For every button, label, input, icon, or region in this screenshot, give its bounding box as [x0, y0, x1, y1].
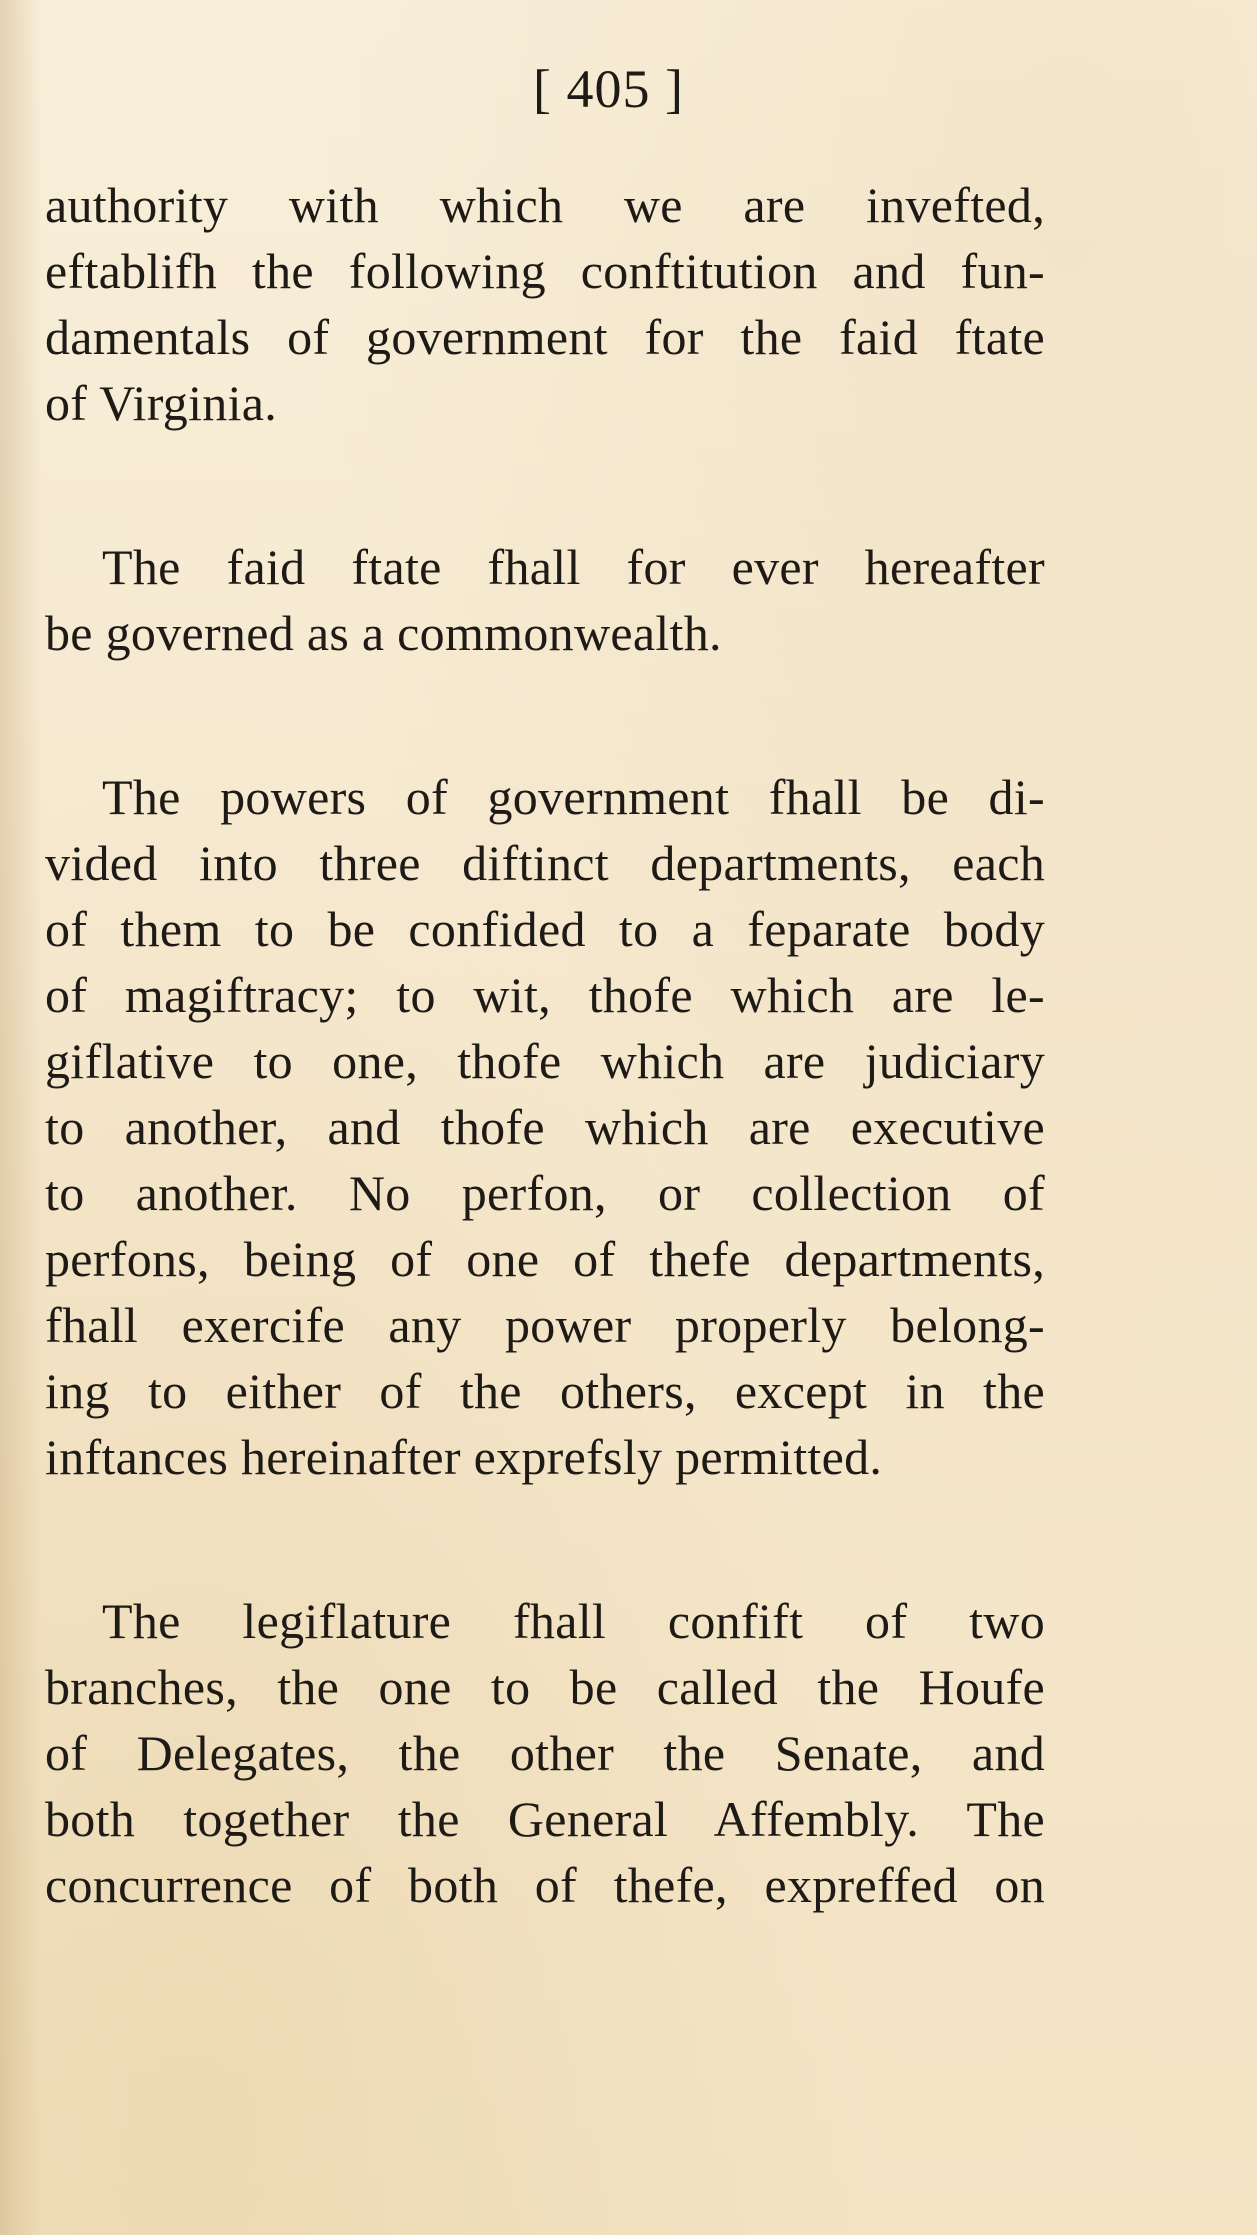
text-line: perfons, being of one of thefe departments, [45, 1231, 1045, 1287]
text-line: to another, and thofe which are executive [45, 1099, 1045, 1155]
text-line: authority with which we are invefted, [45, 177, 1045, 233]
text-line: concurrence of both of thefe, expreffed on [45, 1857, 1045, 1913]
text-line: both together the General Affembly. The [45, 1791, 1045, 1847]
page-gutter-shadow [0, 0, 42, 2235]
paragraph-gap [45, 1490, 1045, 1588]
page-number: [ 405 ] [533, 59, 684, 119]
paragraph-gap [45, 666, 1045, 764]
text-line: inftances hereinafter exprefsly permitted. [45, 1429, 883, 1485]
text-line: eftablifh the following conftitution and fun- [45, 243, 1045, 299]
text-line: of them to be confided to a feparate body [45, 901, 1045, 957]
body-text [45, 172, 1045, 1918]
text-line: of Virginia. [45, 375, 278, 431]
paragraph-4 [45, 1588, 1045, 1918]
text-line: of Delegates, the other the Senate, and [45, 1725, 1045, 1781]
text-line: ing to either of the others, except in the [45, 1363, 1045, 1419]
text-line: giflative to one, thofe which are judiciary [45, 1033, 1045, 1089]
text-line: vided into three diftinct departments, each [45, 835, 1045, 891]
paragraph-2 [45, 534, 1045, 666]
paragraph-3 [45, 764, 1045, 1490]
text-line: The legiflature fhall confift of two [102, 1593, 1045, 1649]
paragraph-1 [45, 172, 1045, 436]
text-line: of magiftracy; to wit, thofe which are le- [45, 967, 1045, 1023]
text-line: fhall exercife any power properly belong- [45, 1297, 1045, 1353]
text-line: damentals of government for the faid ftate [45, 309, 1045, 365]
page-number-header [0, 59, 1257, 119]
text-line: branches, the one to be called the Houfe [45, 1659, 1045, 1715]
text-line: be governed as a commonwealth. [45, 605, 722, 661]
text-line: The faid ftate fhall for ever hereafter [102, 539, 1045, 595]
paragraph-gap [45, 436, 1045, 534]
text-line: to another. No perfon, or collection of [45, 1165, 1045, 1221]
text-line: The powers of government fhall be di- [102, 769, 1045, 825]
